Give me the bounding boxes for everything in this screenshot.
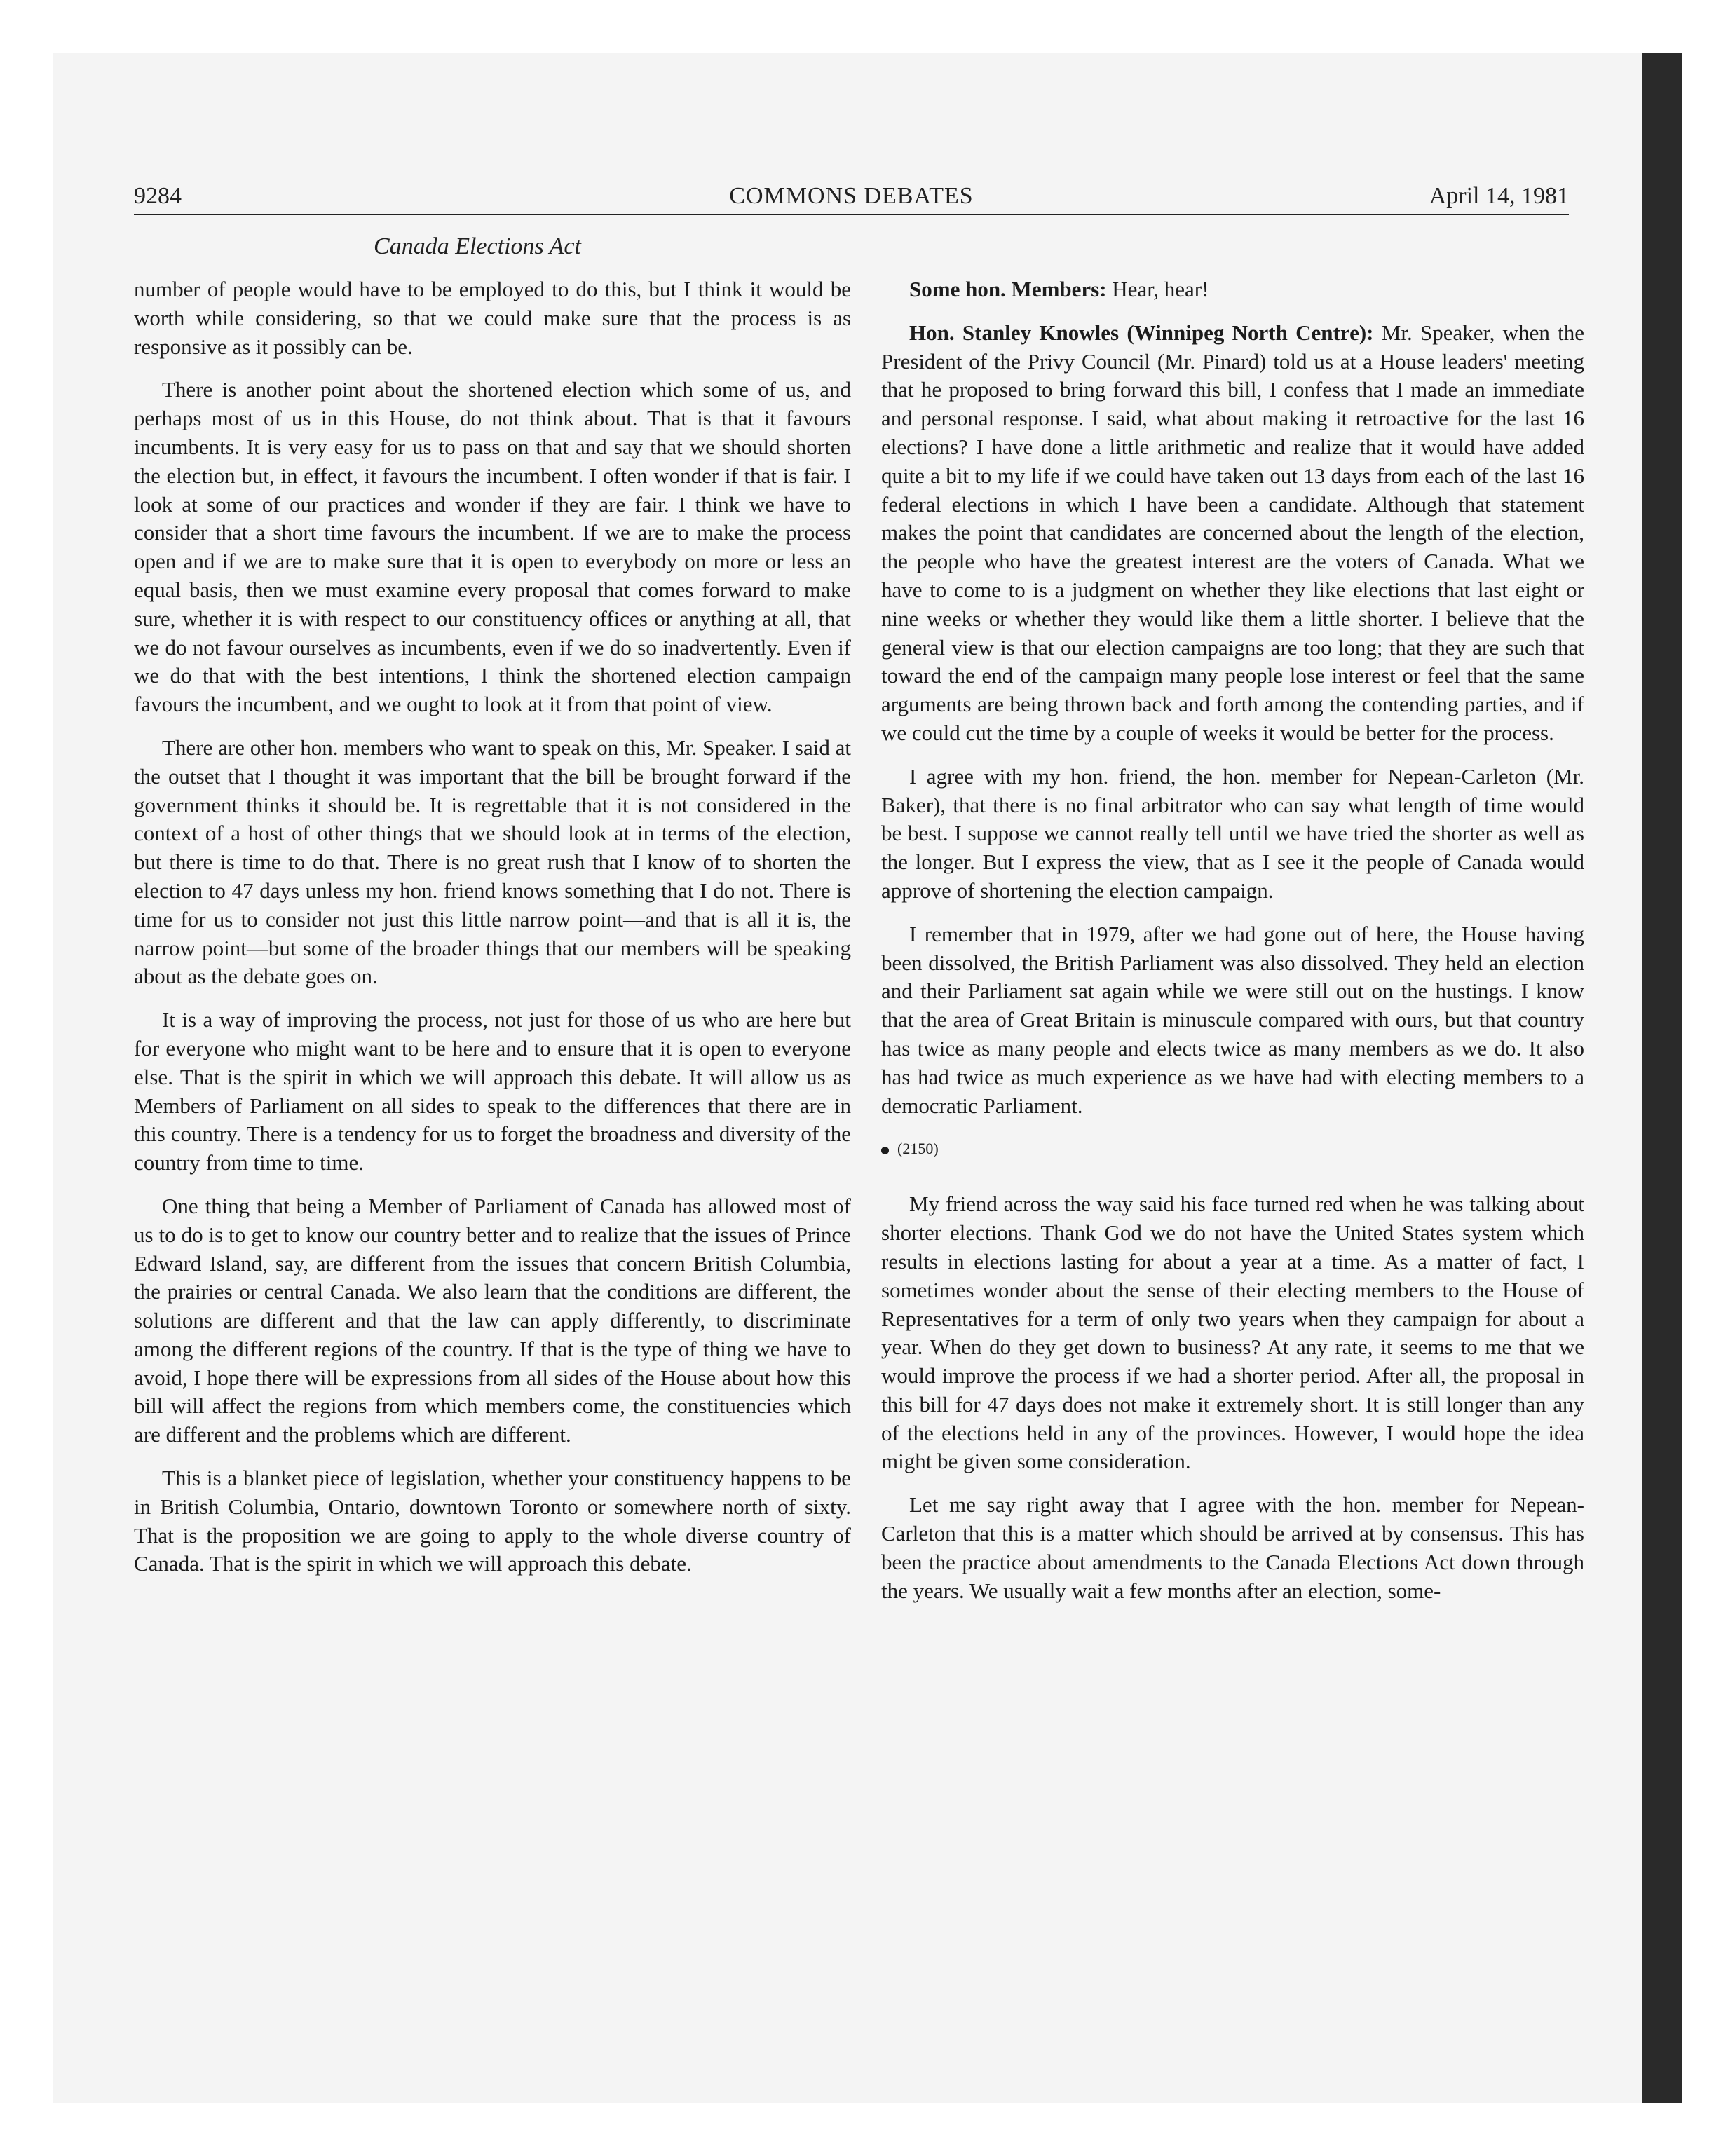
paragraph: One thing that being a Member of Parliament of Canada has allowed most of us to do is to get to know our country better and to realize that the issues of Prince Edward Island, say, are different from the issues that concern British Columbia, the prairies or central Canada. We also learn that the conditions are different, the solutions are different and that the law can apply differently, to discriminate among the different regions of the country. If that is the type of thing we have to avoid, I hope there will be expressions from all sides of the House about how this bill will affect the regions from which members come, the constituencies which are different and the problems which are different.	[134, 1193, 851, 1447]
speech-text: Hear, hear!	[1112, 277, 1209, 301]
time-marker-text: (2150)	[897, 1140, 939, 1158]
paragraph: number of people would have to be employed to do this, but I think it would be worth while considering, so that we could make sure that the process is as responsive as it possibly can be.	[134, 277, 851, 359]
paragraph: There is another point about the shortened election which some of us, and perhaps most of us in this House, do not think about. That is that it favours incumbents. It is very easy for us to pass on that and say that we should shorten the election but, in effect, it favours the incumbent. I often wonder if that is fair. I look at some of our practices and wonder if they are fair. I think we have to consider that a short time favours the incumbent. If we are to make the process open and if we are to make sure that it is open to everybody on more or less an equal basis, then we must examine every proposal that comes forward to make sure, whether it is with respect to our constituency offices or anything at all, that we do not favour ourselves as incumbents, even if we do so inadvertently. Even if we do that with the best intentions, I think the shortened election campaign favours the incumbent, and we ought to look at it from that point of view.	[134, 377, 851, 717]
section-title: Canada Elections Act	[374, 233, 581, 259]
paragraph: This is a blanket piece of legislation, whether your constituency happens to be in British Columbia, Ontario, downtown Toronto or somewhere north of sixty. That is the proposition we are going to apply to the whole diverse country of Canada. That is the spirit in which we will approach this debate.	[134, 1466, 851, 1576]
left-column	[134, 275, 851, 1593]
document-page	[53, 53, 1682, 2103]
paragraph: I agree with my hon. friend, the hon. member for Nepean-Carleton (Mr. Baker), that there is no final arbitrator who can say what length of time would be best. I suppose we cannot really tell until we have tried the shorter as well as the longer. But I express the view, that as I see it the people of Canada would approve of shortening the election campaign.	[881, 763, 1584, 903]
speaker-label: Hon. Stanley Knowles (Winnipeg North Centre):	[909, 320, 1374, 345]
right-column	[881, 275, 1584, 1620]
page-header	[134, 183, 1569, 215]
speech-interjection	[881, 275, 1584, 304]
page-number: 9284	[134, 183, 182, 209]
paragraph: My friend across the way said his face turned red when he was talking about shorter elections. Thank God we do not have the United States system which results in elections lasting for about a year at a time. As a matter of fact, I sometimes wonder about the sense of their electing members to the House of Representatives for a term of only two years when they campaign for about a year. When do they get down to business? At any rate, it seems to me that we would improve the process if we had a shorter period. After all, the proposal in this bill for 47 days does not make it extremely short. It is still longer than any of the elections held in any of the provinces. However, I would hope the idea might be given some consideration.	[881, 1192, 1584, 1474]
book-spine-edge	[1642, 53, 1682, 2103]
speaker-label: Some hon. Members:	[909, 277, 1107, 301]
paragraph: It is a way of improving the process, not just for those of us who are here but for everyone who might want to be here and to ensure that it is open to everyone else. That is the spirit in which we will approach this debate. It will allow us as Members of Parliament on all sides to speak to the differences that there are in this country. There is a tendency for us to forget the broadness and diversity of the country from time to time.	[134, 1007, 851, 1175]
paragraph: I remember that in 1979, after we had gone out of here, the House having been dissolved, the British Parliament was also dissolved. They held an election and their Parliament sat again while we were still out on the hustings. I know that the area of Great Britain is minuscule compared with ours, but that country has twice as many people and elects twice as many members as we do. It also has had twice as much experience as we have had with electing members to a democratic Parliament.	[881, 921, 1584, 1118]
paragraph: Let me say right away that I agree with the hon. member for Nepean-Carleton that this is a matter which should be arrived at by consensus. This has been the practice about amendments to the Canada Elections Act down through the years. We usually wait a few months after an election, some-	[881, 1492, 1584, 1603]
paragraph: There are other hon. members who want to speak on this, Mr. Speaker. I said at the outset that I thought it was important that the bill be brought forward if the government thinks it should be. It is regrettable that it is not considered in the context of a host of other things that we should look at in terms of the election, but there is time to do that. There is no great rush that I know of to shorten the election to 47 days unless my hon. friend knows something that I do not. There is time for us to consider not just this little narrow point—and that is all it is, the narrow point—but some of the broader things that our members will be speaking about as the debate goes on.	[134, 735, 851, 989]
page-date: April 14, 1981	[1429, 183, 1569, 209]
publication-title: COMMONS DEBATES	[729, 183, 974, 209]
bullet-icon	[881, 1147, 889, 1154]
speech-text: Mr. Speaker, when the President of the Privy Council (Mr. Pinard) told us at a House leaders' meeting that he proposed to bring forward this bill, I confess that I made an immediate and personal response. I said, what about making it retroactive for the last 16 elections? I have done a little arithmetic and realize that it would have added quite a bit to my life if we could have taken out 13 days from each of the last 16 federal elections in which I have been a candidate. Although that statement makes the point that candidates are concerned about the length of the election, the people who have the greatest interest are the voters of Canada. What we have to come to is a judgment on whether they like elections that last eight or nine weeks or whether they would like them a little shorter. I believe that the general view is that our election campaigns are too long; that they are such that toward the end of the campaign many people lose interest or feel that the same arguments are being thrown back and forth among the contending parties, and if we could cut the time by a couple of weeks it would be better for the process.	[881, 320, 1585, 745]
speech-paragraph	[881, 319, 1584, 748]
time-marker	[881, 1138, 1584, 1159]
